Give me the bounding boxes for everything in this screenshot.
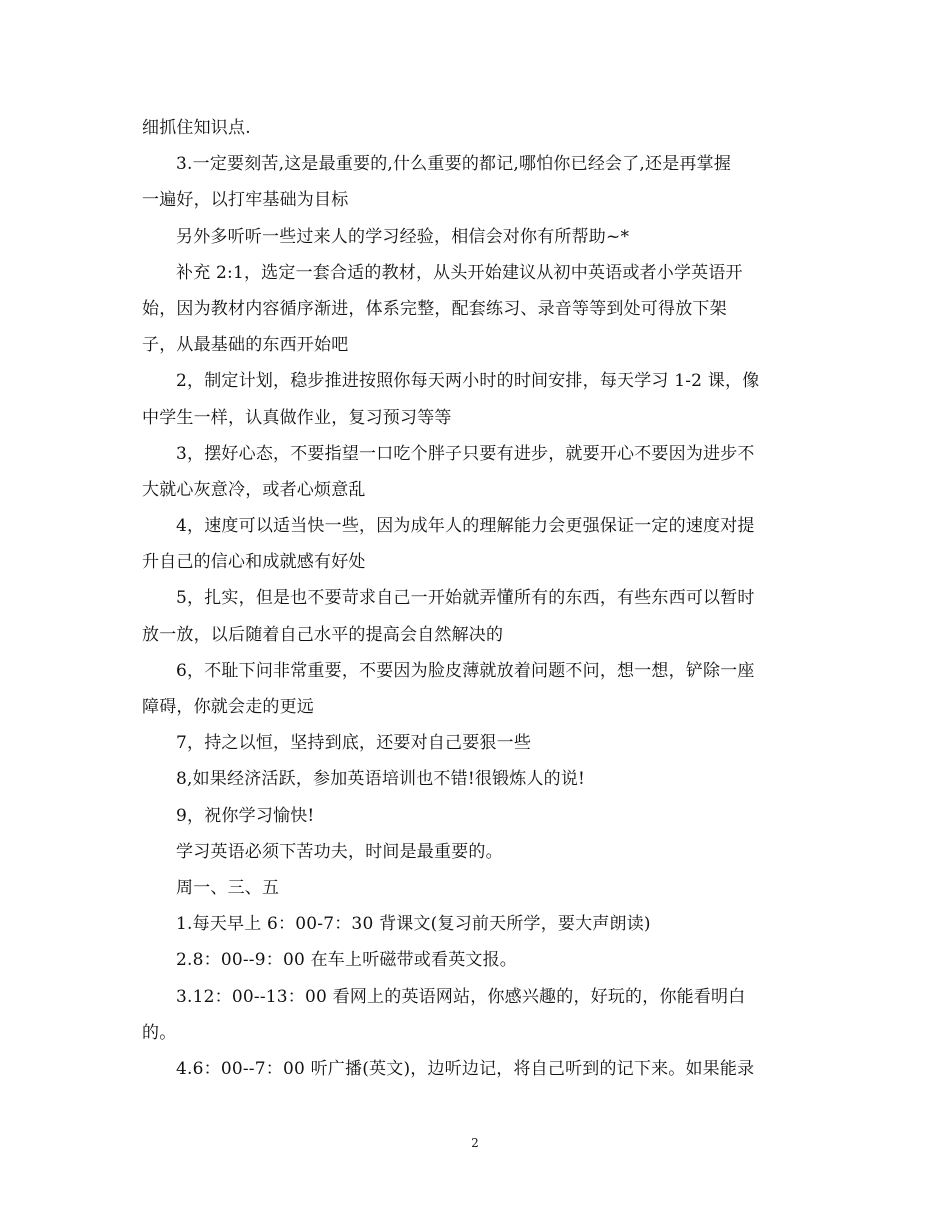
text-line: 补充 2:1，选定一套合适的教材，从头开始建议从初中英语或者小学英语开 bbox=[176, 262, 743, 283]
text-line: 大就心灰意冷，或者心烦意乱 bbox=[142, 479, 366, 500]
text-line: 3，摆好心态，不要指望一口吃个胖子只要有进步，就要开心不要因为进步不 bbox=[176, 443, 755, 464]
text-line: 2，制定计划，稳步推进按照你每天两小时的时间安排，每天学习 1-2 课，像 bbox=[176, 371, 760, 392]
text-line: 升自己的信心和成就感有好处 bbox=[142, 552, 366, 573]
text-line: 1.每天早上 6：00-7：30 背课文(复习前天所学，要大声朗读) bbox=[176, 914, 651, 935]
text-line: 4，速度可以适当快一些，因为成年人的理解能力会更强保证一定的速度对提 bbox=[176, 516, 755, 537]
text-line: 障碍，你就会走的更远 bbox=[142, 697, 314, 717]
text-line: 放一放，以后随着自己水平的提高会自然解决的 bbox=[142, 624, 504, 645]
text-line: 6，不耻下问非常重要，不要因为脸皮薄就放着问题不问，想一想，铲除一座 bbox=[176, 660, 755, 681]
text-line: 4.6：00--7：00 听广播(英文)，边听边记，将自己听到的记下来。如果能录 bbox=[176, 1058, 755, 1079]
text-line: 7，持之以恒，坚持到底，还要对自己要狠一些 bbox=[176, 733, 532, 754]
text-line: 始，因为教材内容循序渐进，体系完整，配套练习、录音等等到处可得放下架 bbox=[142, 298, 727, 319]
document-body bbox=[142, 110, 808, 1087]
page-number: 2 bbox=[471, 1136, 479, 1150]
text-line: 子，从最基础的东西开始吧 bbox=[142, 335, 349, 356]
text-line: 周一、三、五 bbox=[176, 877, 280, 898]
text-line: 中学生一样，认真做作业，复习预习等等 bbox=[142, 407, 452, 428]
text-line: 2.8：00--9：00 在车上听磁带或看英文报。 bbox=[176, 950, 518, 971]
text-line: 细抓住知识点. bbox=[142, 118, 251, 138]
text-line: 一遍好，以打牢基础为目标 bbox=[142, 190, 349, 211]
text-line: 的。 bbox=[142, 1022, 177, 1043]
text-line: 学习英语必须下苦功夫，时间是最重要的。 bbox=[176, 841, 503, 862]
text-line: 8,如果经济活跃，参加英语培训也不错!很锻炼人的说! bbox=[176, 769, 586, 790]
text-line: 另外多听听一些过来人的学习经验，相信会对你有所帮助~* bbox=[176, 226, 630, 247]
text-line: 5，扎实，但是也不要苛求自己一开始就弄懂所有的东西，有些东西可以暂时 bbox=[176, 588, 755, 609]
text-line: 3.12：00--13：00 看网上的英语网站，你感兴趣的，好玩的，你能看明白 bbox=[176, 986, 746, 1007]
text-line: 9，祝你学习愉快! bbox=[176, 805, 315, 826]
text-line: 3.一定要刻苦,这是最重要的,什么重要的都记,哪怕你已经会了,还是再掌握 bbox=[176, 154, 732, 175]
